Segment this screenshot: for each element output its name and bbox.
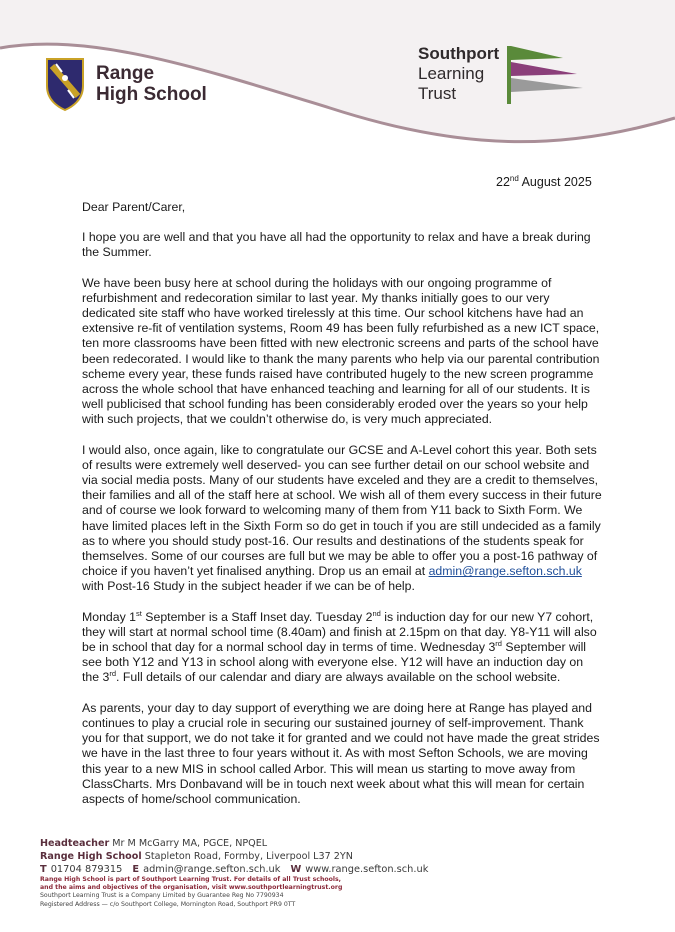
trust-name-line3: Trust — [418, 84, 457, 103]
letter-date: 22nd August 2025 — [496, 174, 592, 190]
school-address-line: Range High School Stapleton Road, Formby, Liverpool L37 2YN — [40, 851, 353, 862]
footer-email[interactable]: admin@range.sefton.sch.uk — [143, 864, 281, 875]
paragraph-2: We have been busy here at school during the holidays with our ongoing programme of refurbishment and redecoration similar to last year. My thanks initially goes to our very dedicated site staff who have worked tirelessly at this time. Our school kitchens have had an extensive re-fit of ventilation systems, Room 49 has been fully refurbished as a new ICT space, ten more classrooms have been fitted with new electronic screens and parts of the school have been redecorated. I would like to thank the many parents who help via our parental contribution scheme every year, these funds raised have contributed hugely to the new screen programme across the whole school that have enhanced teaching and learning for all of our students. It is well publicised that school funding has been considerably eroded over the years so your help with such projects, that we couldn’t otherwise do, is very much appreciated. — [82, 275, 600, 427]
company-note: Southport Learning Trust is a Company Limited by Guarantee Reg No 7790934 — [40, 892, 284, 899]
school-name-line2: High School — [96, 84, 207, 105]
admin-email-link[interactable]: admin@range.sefton.sch.uk — [428, 564, 582, 579]
trust-note-1: Range High School is part of Southport Learning Trust. For details of all Trust schools, — [40, 876, 342, 883]
paragraph-1: I hope you are well and that you have all had the opportunity to relax and have a break during the Summer. — [82, 230, 591, 260]
paragraph-3: I would also, once again, like to congratulate our GCSE and A-Level cohort this year. Both sets of results were extremely well deserved- you can see further detail on our school website and via social media posts. Many of our students have exceled and they are a credit to themselves, their families and all of the staff here at school. We wish all of them every success in their future and of course we look forward to welcoming many of them from Y11 back to Sixth Form. We have limited places left in the Sixth Form so do get in touch if you are still undecided as a family as to where you should study post-16. Our results and destinations of the students speak for themselves. Some of our courses are full but we may be able to offer you a post-16 pathway of choice if you haven’t yet finalised anything. Drop us an email at admin@range.sefton.sch.uk with Post-16 Study in the subject header if we can be of help. — [82, 442, 602, 594]
letter-footer — [40, 837, 640, 909]
school-name-line1: Range — [96, 63, 155, 84]
footer-website[interactable]: www.range.sefton.sch.uk — [305, 864, 429, 875]
headteacher-line: Headteacher Mr M McGarry MA, PGCE, NPQEL — [40, 838, 268, 849]
trust-note-2: and the aims and objectives of the organisation, visit www.southportlearningtrust.org — [40, 884, 343, 891]
phone-number: 01704 879315 — [50, 864, 123, 875]
school-crest-icon — [44, 56, 86, 112]
salutation: Dear Parent/Carer, — [82, 200, 186, 214]
trust-name-line2: Learning — [418, 64, 485, 83]
trust-name-line1: Southport — [418, 44, 500, 63]
trust-logo — [418, 44, 585, 108]
letter-body — [82, 200, 602, 822]
registered-address: Registered Address — c/o Southport College, Mornington Road, Southport PR9 0TT — [40, 900, 296, 908]
paragraph-4: Monday 1st September is a Staff Inset day. Tuesday 2nd is induction day for our new Y7 cohort, they will start at normal school time (8.40am) and finish at 2.15pm on that day. Y8-Y11 will also be in school that day for a normal school day in terms of time. Wednesday 3rd September will see both Y12 and Y13 in school along with everyone else. Y12 will have an induction day on the 3rd. Full details of our calendar and diary are always available on the school website. — [82, 608, 597, 685]
paragraph-5: As parents, your day to day support of everything we are doing here at Range has played and continues to play a crucial role in securing our sustained journey of self-improvement. Thank you for that support, we do not take it for granted and we could not have made the great strides we have in the last three to four years without it. As with most Sefton Schools, we are moving this year to a new MIS in school called Arbor. This will mean us starting to move away from ClassCharts. Mrs Donbavand will be in touch next week about what this will mean for certain aspects of home/school communication. — [82, 700, 600, 806]
trust-ribbon-icon — [503, 44, 585, 108]
contact-line: T 01704 879315 E admin@range.sefton.sch.uk W www.range.sefton.sch.uk — [40, 864, 429, 875]
school-logo — [44, 56, 207, 112]
